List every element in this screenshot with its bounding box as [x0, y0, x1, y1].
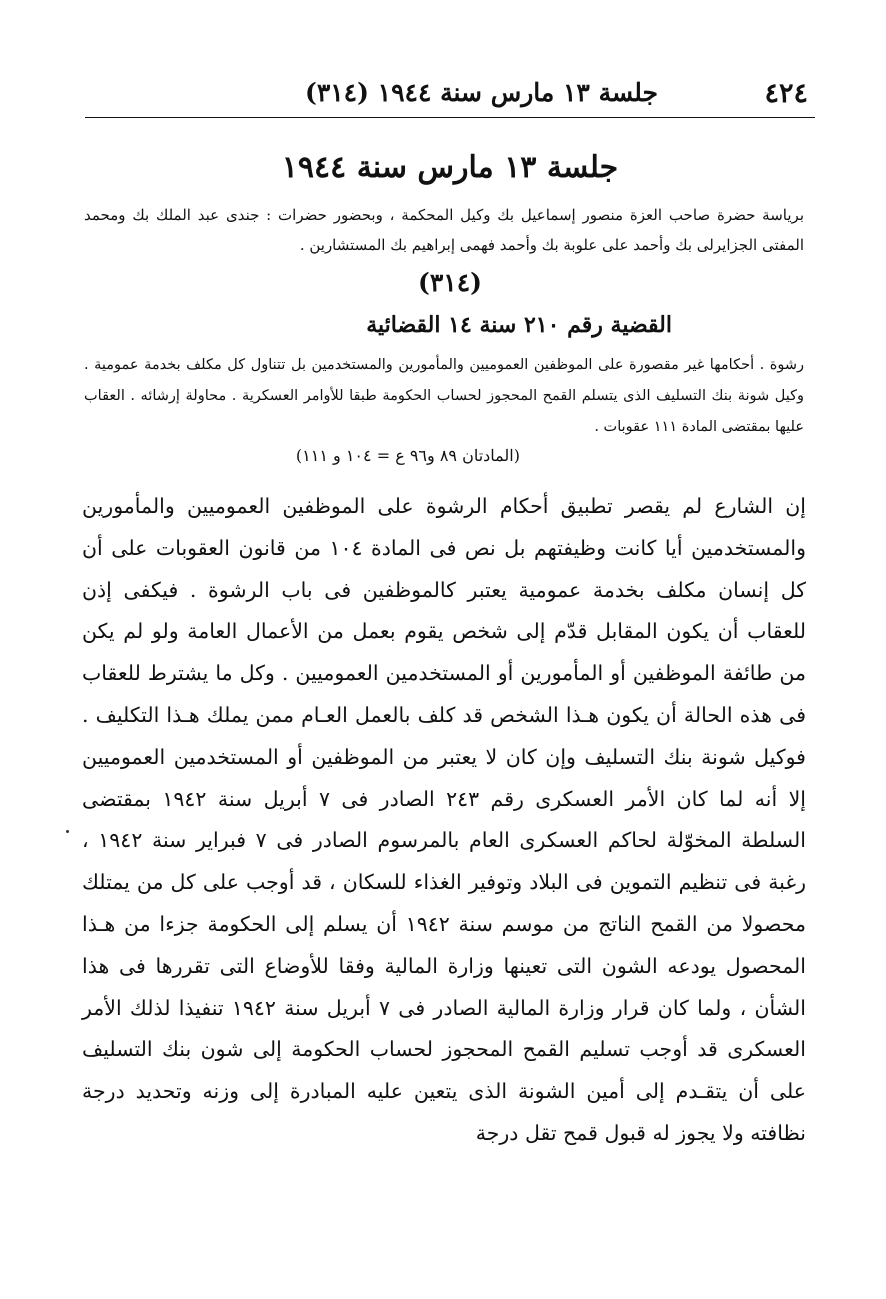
- running-header: [88, 72, 808, 116]
- margin-mark: [66, 830, 69, 833]
- header-divider: [85, 117, 815, 118]
- page-number: ٤٢٤: [764, 78, 808, 109]
- session-presidency: برياسة حضرة صاحب العزة منصور إسماعيل بك وكيل المحكمة ، وبحضور حضرات : جندى عبد الملك بك ومحمد المفتى الجزايرلى بك وأحمد على علوبة بك وأحمد فهمى إبراهيم بك المستشارين .: [84, 206, 804, 254]
- articles-reference: (المادتان ٨٩ و٩٦ ع = ١٠٤ و ١١١): [295, 446, 520, 465]
- case-number: (٣١٤): [418, 268, 482, 297]
- case-title: القضية رقم ٢١٠ سنة ١٤ القضائية: [366, 312, 672, 338]
- case-summary: رشوة . أحكامها غير مقصورة على الموظفين العموميين والمأمورين والمستخدمين بل تتناول كل مكلف بخدمة عمومية . وكيل شونة بنك التسليف الذى يتسلم القمح المحجوز لحساب الحكومة طبقا للأوامر العسكرية . محاولة إرشائه . العقاب عليها بمقتضى المادة ١١١ عقوبات .: [84, 357, 804, 435]
- running-title: جلسة ١٣ مارس سنة ١٩٤٤ (٣١٤): [304, 78, 658, 107]
- judgment-paragraph: إن الشارع لم يقصر تطبيق أحكام الرشوة على الموظفين العموميين والمأمورين والمستخدمين أيا كانت وظيفتهم بل نص فى المادة ١٠٤ من قانون العقوبات على أن كل إنسان مكلف بخدمة عمومية يعتبر كالموظفين فى باب الرشوة . فيكفى إذن للعقاب أن يكون المقابل قدّم إلى شخص يقوم بعمل من الأعمال العامة ولو لم يكن من طائفة الموظفين أو المأمورين أو المستخدمين العموميين . وكل ما يشترط للعقاب فى هذه الحالة أن يكون هـذا الشخص قد كلف بالعمل العـام ممن يملك هـذا التكليف . فوكيل شونة بنك التسليف وإن كان لا يعتبر من الموظفين أو المستخدمين العموميين إلا أنه لما كان الأمر العسكرى رقم ٢٤٣ الصادر فى ٧ أبريل سنة ١٩٤٢ بمقتضى السلطة المخوّلة لحاكم العسكرى العام بالمرسوم الصادر فى ٧ فبراير سنة ١٩٤٢ ، رغبة فى تنظيم التموين فى البلاد وتوفير الغذاء للسكان ، قد أوجب على كل من يمتلك محصولا من القمح الناتج من موسم سنة ١٩٤٢ أن يسلم إلى الحكومة جزءا من هـذا المحصول يودعه الشون التى تعينها وزارة المالية وفقا للأوضاع التى تقررها فى هذا الشأن ، ولما كان قرار وزارة المالية الصادر فى ٧ أبريل سنة ١٩٤٢ تنفيذا لذلك الأمر العسكرى قد أوجب تسليم القمح المحجوز لحساب الحكومة إلى شون بنك التسليف على أن يتقـدم إلى أمين الشونة الذى يتعين عليه المبادرة إلى وزنه وتحديد درجة نظافته ولا يجوز له قبول قمح تقل درجة: [82, 494, 807, 1145]
- session-title: جلسة ١٣ مارس سنة ١٩٤٤: [281, 150, 619, 185]
